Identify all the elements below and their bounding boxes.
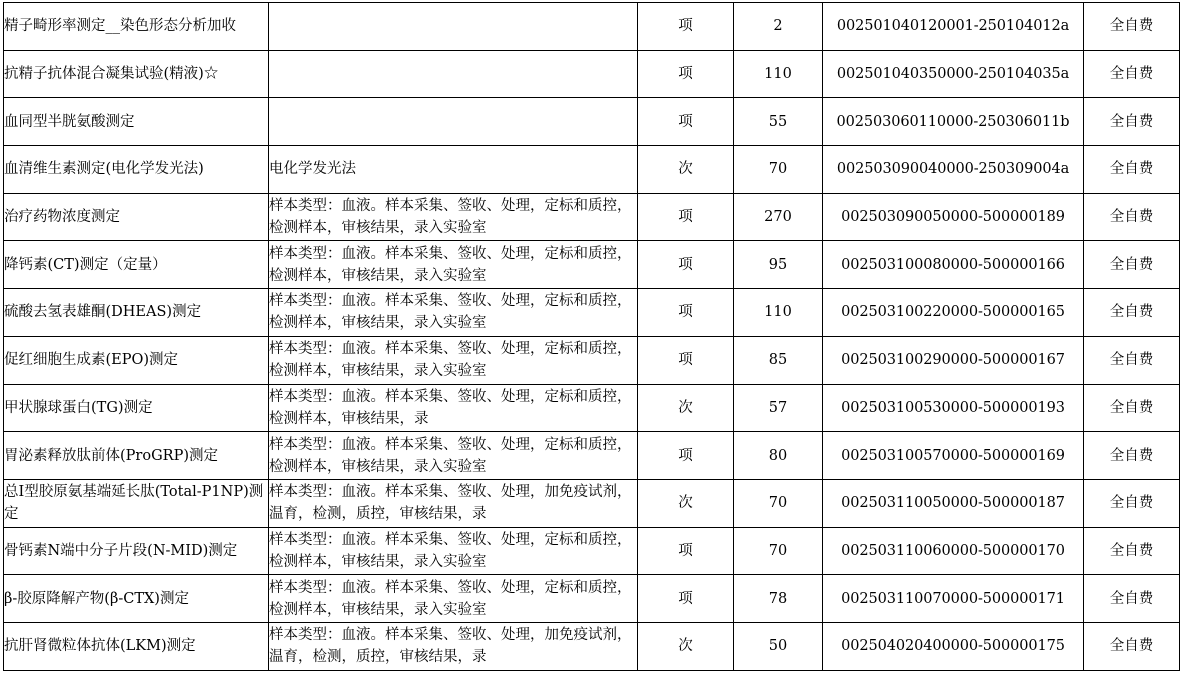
item-code-text: 002501040120001-250104012a	[836, 18, 1070, 35]
item-price-cell	[734, 479, 823, 527]
item-description-cell	[269, 384, 638, 432]
item-payment-type-text: 全自费	[1109, 542, 1154, 559]
item-payment-type-text: 全自费	[1109, 399, 1154, 416]
item-payment-type-text: 全自费	[1109, 161, 1154, 178]
item-name-cell	[4, 575, 269, 623]
item-price-text: 270	[764, 209, 792, 226]
item-payment-type-cell	[1084, 575, 1180, 623]
item-payment-type-text: 全自费	[1109, 590, 1154, 607]
fee-table-body	[4, 3, 1180, 671]
item-payment-type-text: 全自费	[1109, 256, 1154, 273]
item-price-cell	[734, 241, 823, 289]
item-unit-text: 项	[678, 18, 693, 35]
item-price-cell	[734, 193, 823, 241]
item-code-text: 002503090040000-250309004a	[836, 161, 1070, 178]
item-unit-text: 次	[678, 399, 693, 416]
item-name-cell	[4, 527, 269, 575]
item-price-text: 80	[768, 447, 788, 464]
item-code-text: 002503100080000-500000166	[841, 256, 1065, 273]
table-row	[4, 336, 1180, 384]
fee-table-page	[3, 2, 1180, 671]
item-name-cell	[4, 336, 269, 384]
item-description-cell	[269, 479, 638, 527]
item-unit-cell	[638, 146, 734, 194]
item-payment-type-cell	[1084, 432, 1180, 480]
item-payment-type-cell	[1084, 479, 1180, 527]
item-unit-text: 项	[678, 542, 693, 559]
item-payment-type-cell	[1084, 3, 1180, 51]
item-name-cell	[4, 146, 269, 194]
item-description-text: 样本类型：血液。样本采集、签收、处理，定标和质控，检测样本，审核结果，录入实验室	[269, 198, 632, 237]
item-payment-type-text: 全自费	[1109, 66, 1154, 83]
item-name-text: 抗精子抗体混合凝集试验(精液)☆	[4, 66, 219, 83]
item-payment-type-text: 全自费	[1109, 209, 1154, 226]
item-name-text: 胃泌素释放肽前体(ProGRP)测定	[4, 447, 218, 464]
table-row	[4, 289, 1180, 337]
table-row	[4, 98, 1180, 146]
item-code-cell	[823, 289, 1084, 337]
item-name-text: 促红细胞生成素(EPO)测定	[4, 352, 179, 369]
item-code-cell	[823, 193, 1084, 241]
item-code-cell	[823, 622, 1084, 670]
item-price-text: 78	[768, 590, 788, 607]
item-unit-cell	[638, 336, 734, 384]
item-name-text: 血同型半胱氨酸测定	[4, 113, 135, 130]
item-unit-text: 项	[678, 209, 693, 226]
item-unit-cell	[638, 479, 734, 527]
table-row	[4, 384, 1180, 432]
item-name-cell	[4, 50, 269, 98]
item-name-text: 总Ⅰ型胶原氨基端延长肽(Total-P1NP)测定	[4, 484, 264, 523]
item-description-cell	[269, 98, 638, 146]
item-name-cell	[4, 479, 269, 527]
table-row	[4, 50, 1180, 98]
item-payment-type-text: 全自费	[1109, 352, 1154, 369]
item-name-cell	[4, 432, 269, 480]
item-payment-type-cell	[1084, 193, 1180, 241]
item-unit-text: 项	[678, 447, 693, 464]
item-code-cell	[823, 241, 1084, 289]
item-payment-type-text: 全自费	[1109, 447, 1154, 464]
item-unit-cell	[638, 432, 734, 480]
item-code-cell	[823, 527, 1084, 575]
item-code-cell	[823, 98, 1084, 146]
item-unit-cell	[638, 575, 734, 623]
item-price-text: 55	[768, 113, 788, 130]
item-description-text: 样本类型：血液。样本采集、签收、处理，定标和质控，检测样本，审核结果，录入实验室	[269, 531, 632, 570]
item-price-cell	[734, 384, 823, 432]
item-unit-cell	[638, 384, 734, 432]
table-row	[4, 193, 1180, 241]
item-description-text: 样本类型：血液。样本采集、签收、处理，加免疫试剂，温育，检测，质控，审核结果，录	[269, 484, 632, 523]
item-payment-type-cell	[1084, 241, 1180, 289]
item-price-cell	[734, 336, 823, 384]
item-description-cell	[269, 146, 638, 194]
item-code-text: 002503060110000-250306011b	[836, 113, 1070, 130]
item-name-text: 甲状腺球蛋白(TG)测定	[4, 399, 153, 416]
item-unit-text: 项	[678, 590, 693, 607]
item-price-cell	[734, 432, 823, 480]
item-description-cell	[269, 193, 638, 241]
item-unit-cell	[638, 193, 734, 241]
item-unit-cell	[638, 241, 734, 289]
table-row	[4, 575, 1180, 623]
item-name-text: 降钙素(CT)测定（定量）	[4, 256, 167, 273]
item-payment-type-cell	[1084, 384, 1180, 432]
item-code-text: 002503110070000-500000171	[841, 590, 1065, 607]
item-price-cell	[734, 50, 823, 98]
item-code-cell	[823, 50, 1084, 98]
item-price-text: 2	[773, 18, 783, 35]
item-code-text: 002503100530000-500000193	[841, 399, 1065, 416]
item-price-text: 85	[768, 352, 788, 369]
item-unit-text: 项	[678, 256, 693, 273]
item-payment-type-cell	[1084, 336, 1180, 384]
item-payment-type-cell	[1084, 289, 1180, 337]
item-description-cell	[269, 50, 638, 98]
item-unit-text: 项	[678, 66, 693, 83]
item-code-cell	[823, 575, 1084, 623]
item-code-cell	[823, 479, 1084, 527]
item-code-text: 002504020400000-500000175	[841, 638, 1065, 655]
item-code-text: 002503090050000-500000189	[841, 209, 1065, 226]
item-name-cell	[4, 289, 269, 337]
item-code-text: 002503100220000-500000165	[841, 304, 1065, 321]
item-name-cell	[4, 622, 269, 670]
item-price-text: 95	[768, 256, 788, 273]
item-price-text: 57	[768, 399, 788, 416]
item-code-text: 002503100290000-500000167	[841, 352, 1065, 369]
item-description-text: 电化学发光法	[269, 161, 356, 178]
item-unit-cell	[638, 289, 734, 337]
item-name-text: 治疗药物浓度测定	[4, 209, 120, 226]
item-price-cell	[734, 622, 823, 670]
item-code-text: 002503100570000-500000169	[841, 447, 1065, 464]
item-payment-type-cell	[1084, 622, 1180, 670]
table-row	[4, 3, 1180, 51]
item-name-cell	[4, 98, 269, 146]
item-name-text: 精子畸形率测定__染色形态分析加收	[4, 18, 236, 35]
item-price-cell	[734, 575, 823, 623]
item-name-cell	[4, 193, 269, 241]
item-payment-type-cell	[1084, 527, 1180, 575]
item-price-cell	[734, 98, 823, 146]
item-unit-text: 项	[678, 352, 693, 369]
item-payment-type-text: 全自费	[1109, 495, 1154, 512]
item-price-text: 110	[764, 304, 792, 321]
item-payment-type-text: 全自费	[1109, 113, 1154, 130]
table-row	[4, 527, 1180, 575]
item-unit-cell	[638, 622, 734, 670]
item-description-text: 样本类型：血液。样本采集、签收、处理，定标和质控，检测样本，审核结果，录入实验室	[269, 293, 632, 332]
item-name-text: β-胶原降解产物(β-CTX)测定	[4, 590, 189, 607]
item-price-cell	[734, 146, 823, 194]
item-name-cell	[4, 241, 269, 289]
item-unit-cell	[638, 3, 734, 51]
item-price-text: 70	[768, 495, 788, 512]
item-price-cell	[734, 3, 823, 51]
item-description-text: 样本类型：血液。样本采集、签收、处理，定标和质控，检测样本，审核结果，录	[269, 388, 632, 427]
item-description-cell	[269, 527, 638, 575]
item-code-cell	[823, 336, 1084, 384]
fee-table	[3, 2, 1180, 671]
item-unit-cell	[638, 50, 734, 98]
item-description-cell	[269, 336, 638, 384]
item-name-text: 血清维生素测定(电化学发光法)	[4, 161, 204, 178]
item-code-cell	[823, 384, 1084, 432]
item-name-text: 硫酸去氢表雄酮(DHEAS)测定	[4, 304, 202, 321]
item-price-text: 110	[764, 66, 792, 83]
item-price-text: 70	[768, 161, 788, 178]
item-unit-cell	[638, 527, 734, 575]
table-row	[4, 146, 1180, 194]
table-row	[4, 432, 1180, 480]
table-row	[4, 479, 1180, 527]
item-code-text: 002503110060000-500000170	[841, 542, 1065, 559]
item-name-cell	[4, 3, 269, 51]
item-price-cell	[734, 527, 823, 575]
item-description-cell	[269, 622, 638, 670]
item-price-cell	[734, 289, 823, 337]
item-code-cell	[823, 3, 1084, 51]
item-description-cell	[269, 289, 638, 337]
item-payment-type-text: 全自费	[1109, 638, 1154, 655]
item-description-cell	[269, 241, 638, 289]
item-unit-text: 次	[678, 495, 693, 512]
item-payment-type-text: 全自费	[1109, 18, 1154, 35]
item-unit-text: 项	[678, 304, 693, 321]
item-description-text: 样本类型：血液。样本采集、签收、处理，定标和质控，检测样本，审核结果，录入实验室	[269, 341, 632, 380]
item-payment-type-cell	[1084, 50, 1180, 98]
item-name-text: 抗肝肾微粒体抗体(LKM)测定	[4, 638, 196, 655]
item-description-cell	[269, 3, 638, 51]
item-description-cell	[269, 432, 638, 480]
item-name-text: 骨钙素N端中分子片段(N-MID)测定	[4, 542, 238, 559]
table-row	[4, 622, 1180, 670]
item-unit-cell	[638, 98, 734, 146]
item-description-text: 样本类型：血液。样本采集、签收、处理，定标和质控，检测样本，审核结果，录入实验室	[269, 579, 632, 618]
item-payment-type-cell	[1084, 98, 1180, 146]
item-payment-type-cell	[1084, 146, 1180, 194]
item-description-cell	[269, 575, 638, 623]
item-description-text: 样本类型：血液。样本采集、签收、处理，定标和质控，检测样本，审核结果，录入实验室	[269, 436, 632, 475]
item-code-cell	[823, 146, 1084, 194]
item-description-text: 样本类型：血液。样本采集、签收、处理，定标和质控，检测样本，审核结果，录入实验室	[269, 245, 632, 284]
table-row	[4, 241, 1180, 289]
item-unit-text: 次	[678, 161, 693, 178]
item-payment-type-text: 全自费	[1109, 304, 1154, 321]
item-description-text: 样本类型：血液。样本采集、签收、处理，加免疫试剂，温育，检测，质控，审核结果，录	[269, 627, 632, 666]
item-unit-text: 项	[678, 113, 693, 130]
item-code-text: 002503110050000-500000187	[841, 495, 1065, 512]
item-name-cell	[4, 384, 269, 432]
item-unit-text: 次	[678, 638, 693, 655]
item-code-cell	[823, 432, 1084, 480]
item-price-text: 70	[768, 542, 788, 559]
item-code-text: 002501040350000-250104035a	[836, 66, 1070, 83]
item-price-text: 50	[768, 638, 788, 655]
